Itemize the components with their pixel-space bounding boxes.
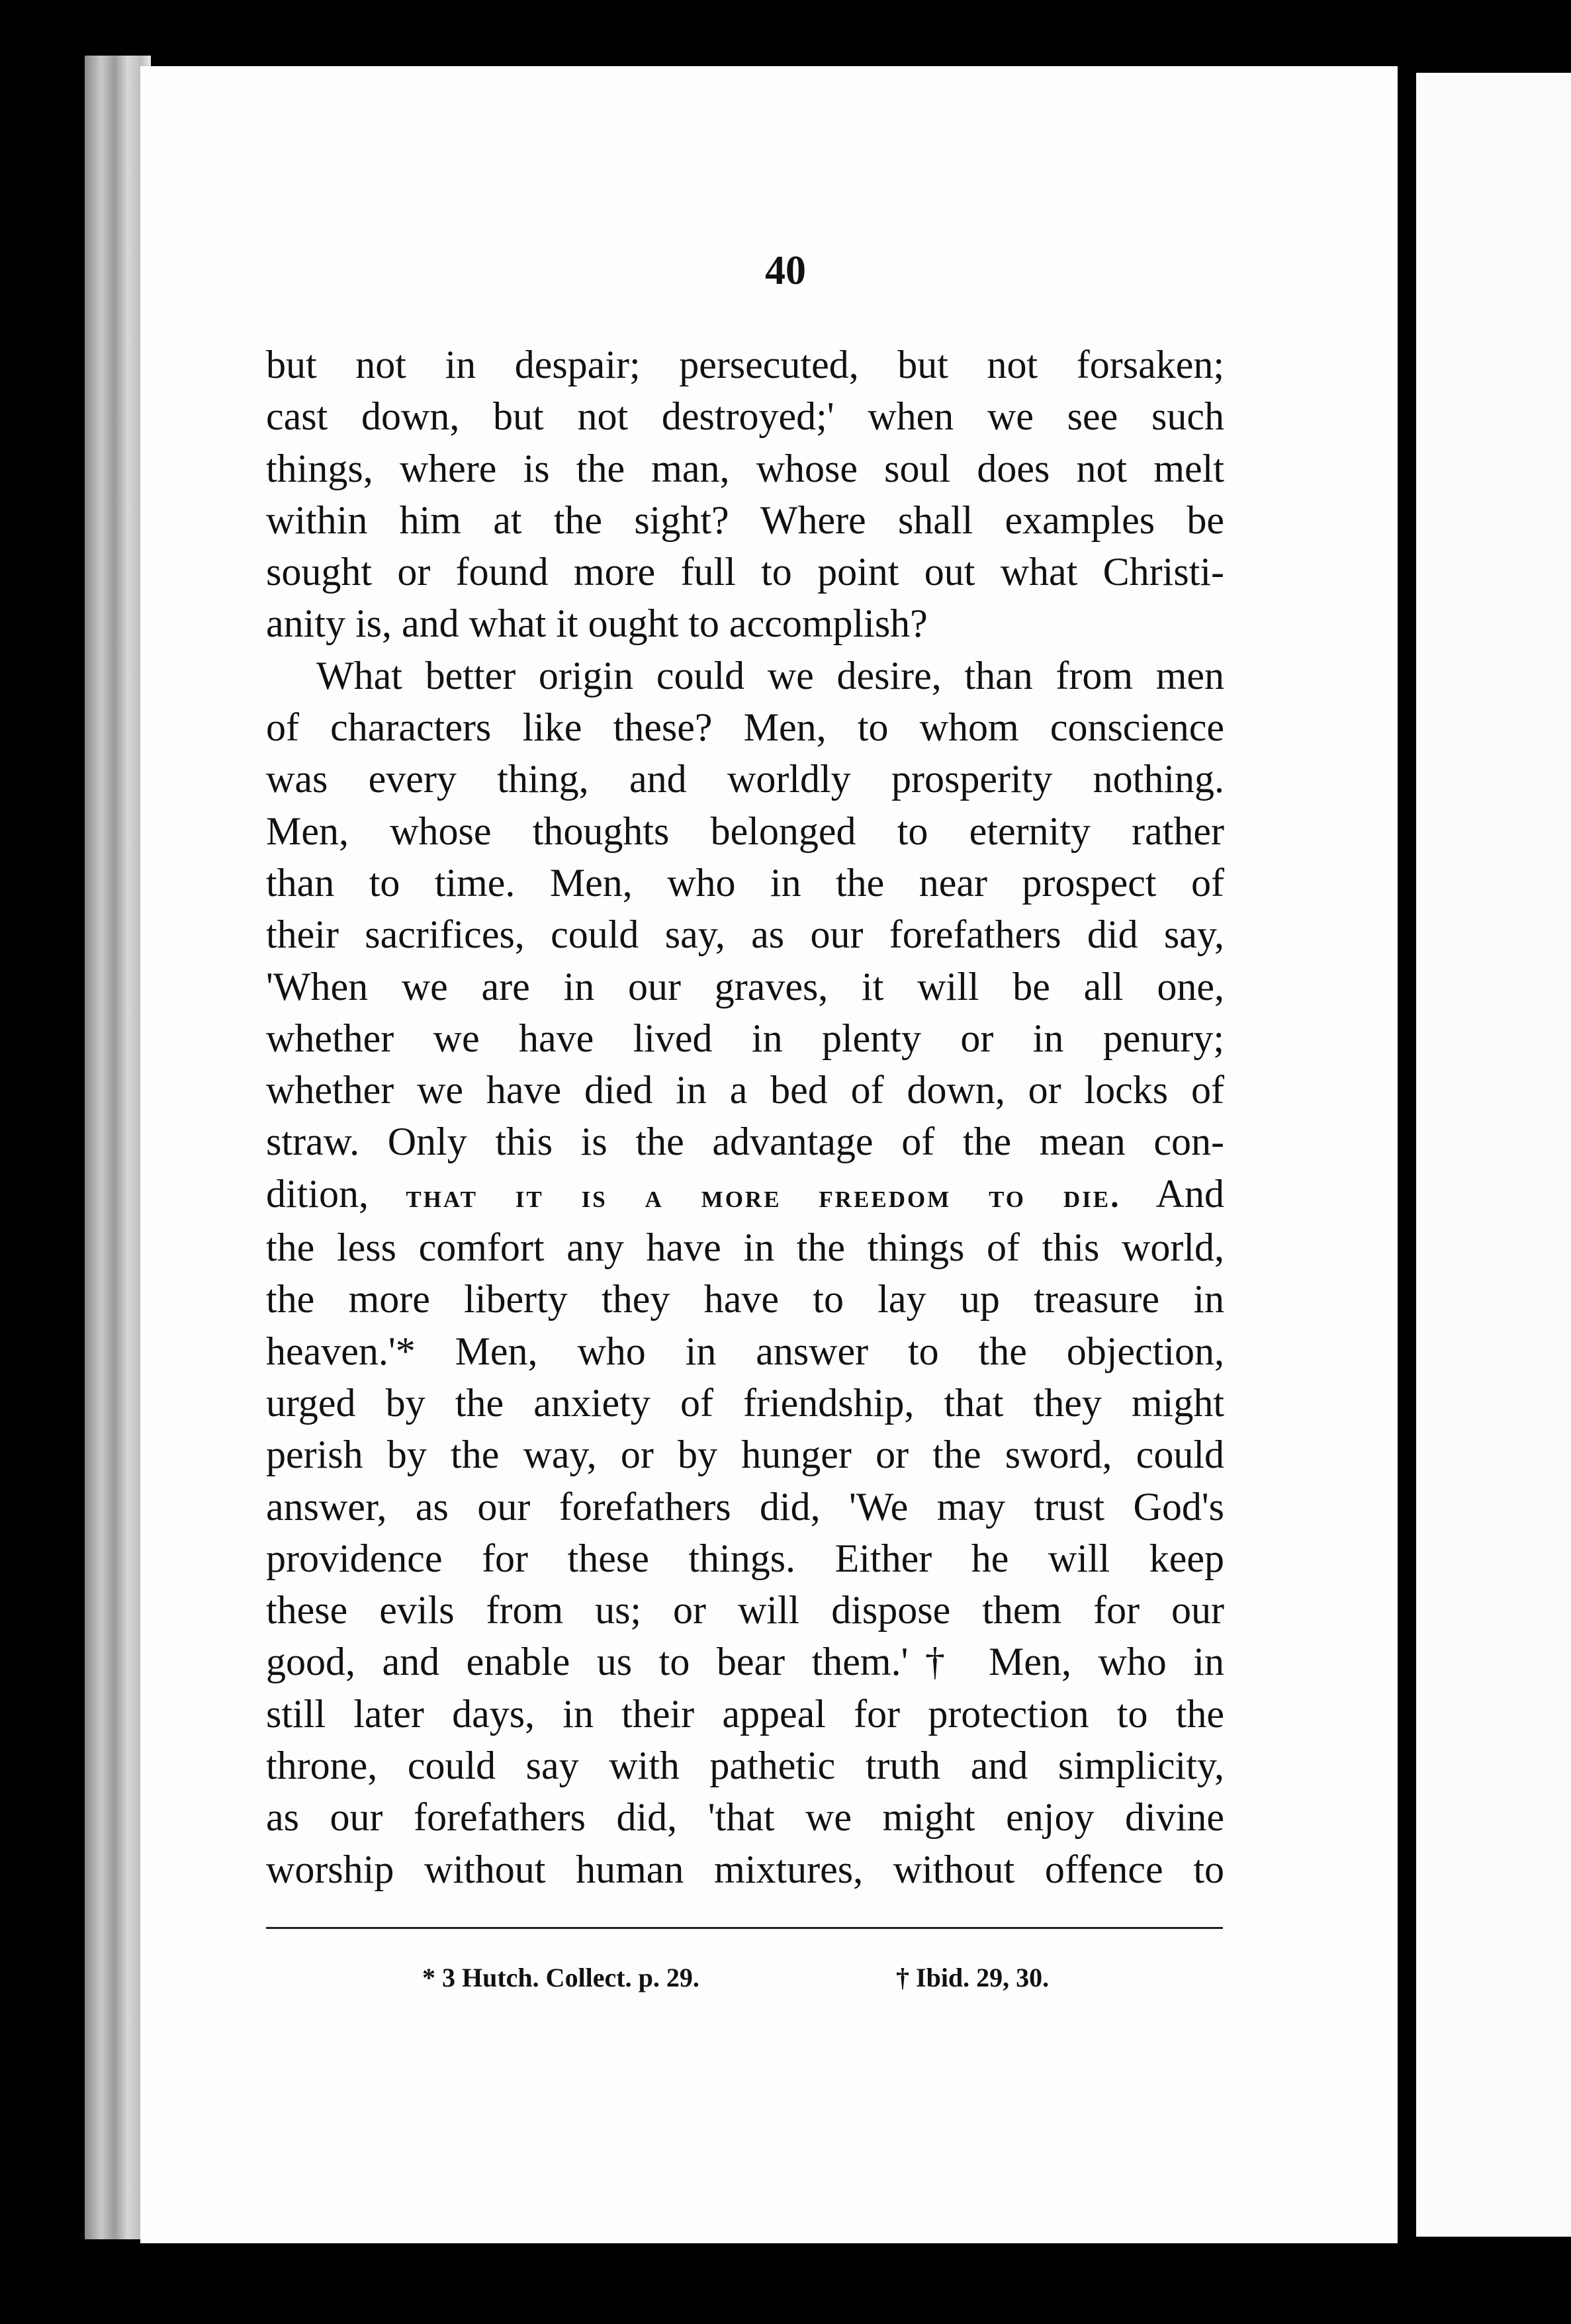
text-line: providence for these things. Either he will keep xyxy=(266,1536,1224,1580)
text-line: sought or found more full to point out what Christi- xyxy=(266,550,1224,594)
text-line: as our forefathers did, 'that we might enjoy divine xyxy=(266,1795,1224,1840)
facing-page xyxy=(1416,73,1571,2237)
text-line: perish by the way, or by hunger or the sword, could xyxy=(266,1433,1224,1477)
text-line: their sacrifices, could say, as our forefathers did say, xyxy=(266,913,1224,957)
text-line: whether we have lived in plenty or in penury; xyxy=(266,1016,1224,1060)
text-segment: dition, xyxy=(266,1171,406,1216)
footnote-2: † Ibid. 29, 30. xyxy=(896,1963,1050,1992)
text-line: urged by the anxiety of friendship, that they might xyxy=(266,1380,1224,1425)
text-line: throne, could say with pathetic truth and simplicity, xyxy=(266,1744,1224,1788)
text-line: still later days, in their appeal for protection to the xyxy=(266,1691,1224,1736)
text-line: the more liberty they have to lay up treasure in xyxy=(266,1277,1224,1321)
text-line: anity is, and what it ought to accomplish? xyxy=(266,602,928,646)
text-line: things, where is the man, whose soul does not melt xyxy=(266,446,1224,490)
text-line: Men, whose thoughts belonged to eternity rather xyxy=(266,809,1224,853)
text-line: answer, as our forefathers did, 'We may trust God's xyxy=(266,1484,1224,1529)
text-line: was every thing, and worldly prosperity nothing. xyxy=(266,757,1224,801)
page-number: 40 xyxy=(765,248,806,293)
text-line: 'When we are in our graves, it will be all one, xyxy=(266,964,1224,1008)
text-line: the less comfort any have in the things of this world, xyxy=(266,1226,1224,1270)
text-line: these evils from us; or will dispose them for our xyxy=(266,1588,1224,1632)
footnote-1: * 3 Hutch. Collect. p. 29. xyxy=(422,1963,699,1992)
text-line: whether we have died in a bed of down, or locks of xyxy=(266,1068,1224,1112)
text-line: What better origin could we desire, than from men xyxy=(316,653,1224,697)
text-line: than to time. Men, who in the near prospect of xyxy=(266,860,1224,905)
text-line xyxy=(266,1168,1224,1222)
text-line: cast down, but not destroyed;' when we see such xyxy=(266,394,1224,439)
footnote-rule xyxy=(266,1927,1223,1929)
body-text xyxy=(266,339,1224,1895)
text-line: good, and enable us to bear them.'† Men, who in xyxy=(266,1640,1224,1684)
text-line: heaven.'* Men, who in answer to the objection, xyxy=(266,1329,1224,1373)
text-line: worship without human mixtures, without offence to xyxy=(266,1847,1224,1891)
text-line: of characters like these? Men, to whom conscience xyxy=(266,705,1224,750)
text-line: straw. Only this is the advantage of the mean con- xyxy=(266,1120,1224,1164)
text-line: within him at the sight? Where shall examples be xyxy=(266,498,1224,542)
text-line: but not in despair; persecuted, but not forsaken; xyxy=(266,343,1224,386)
text-segment: And xyxy=(1120,1171,1224,1216)
emphasis-smallcaps: that it is a more freedom to die. xyxy=(406,1177,1121,1214)
